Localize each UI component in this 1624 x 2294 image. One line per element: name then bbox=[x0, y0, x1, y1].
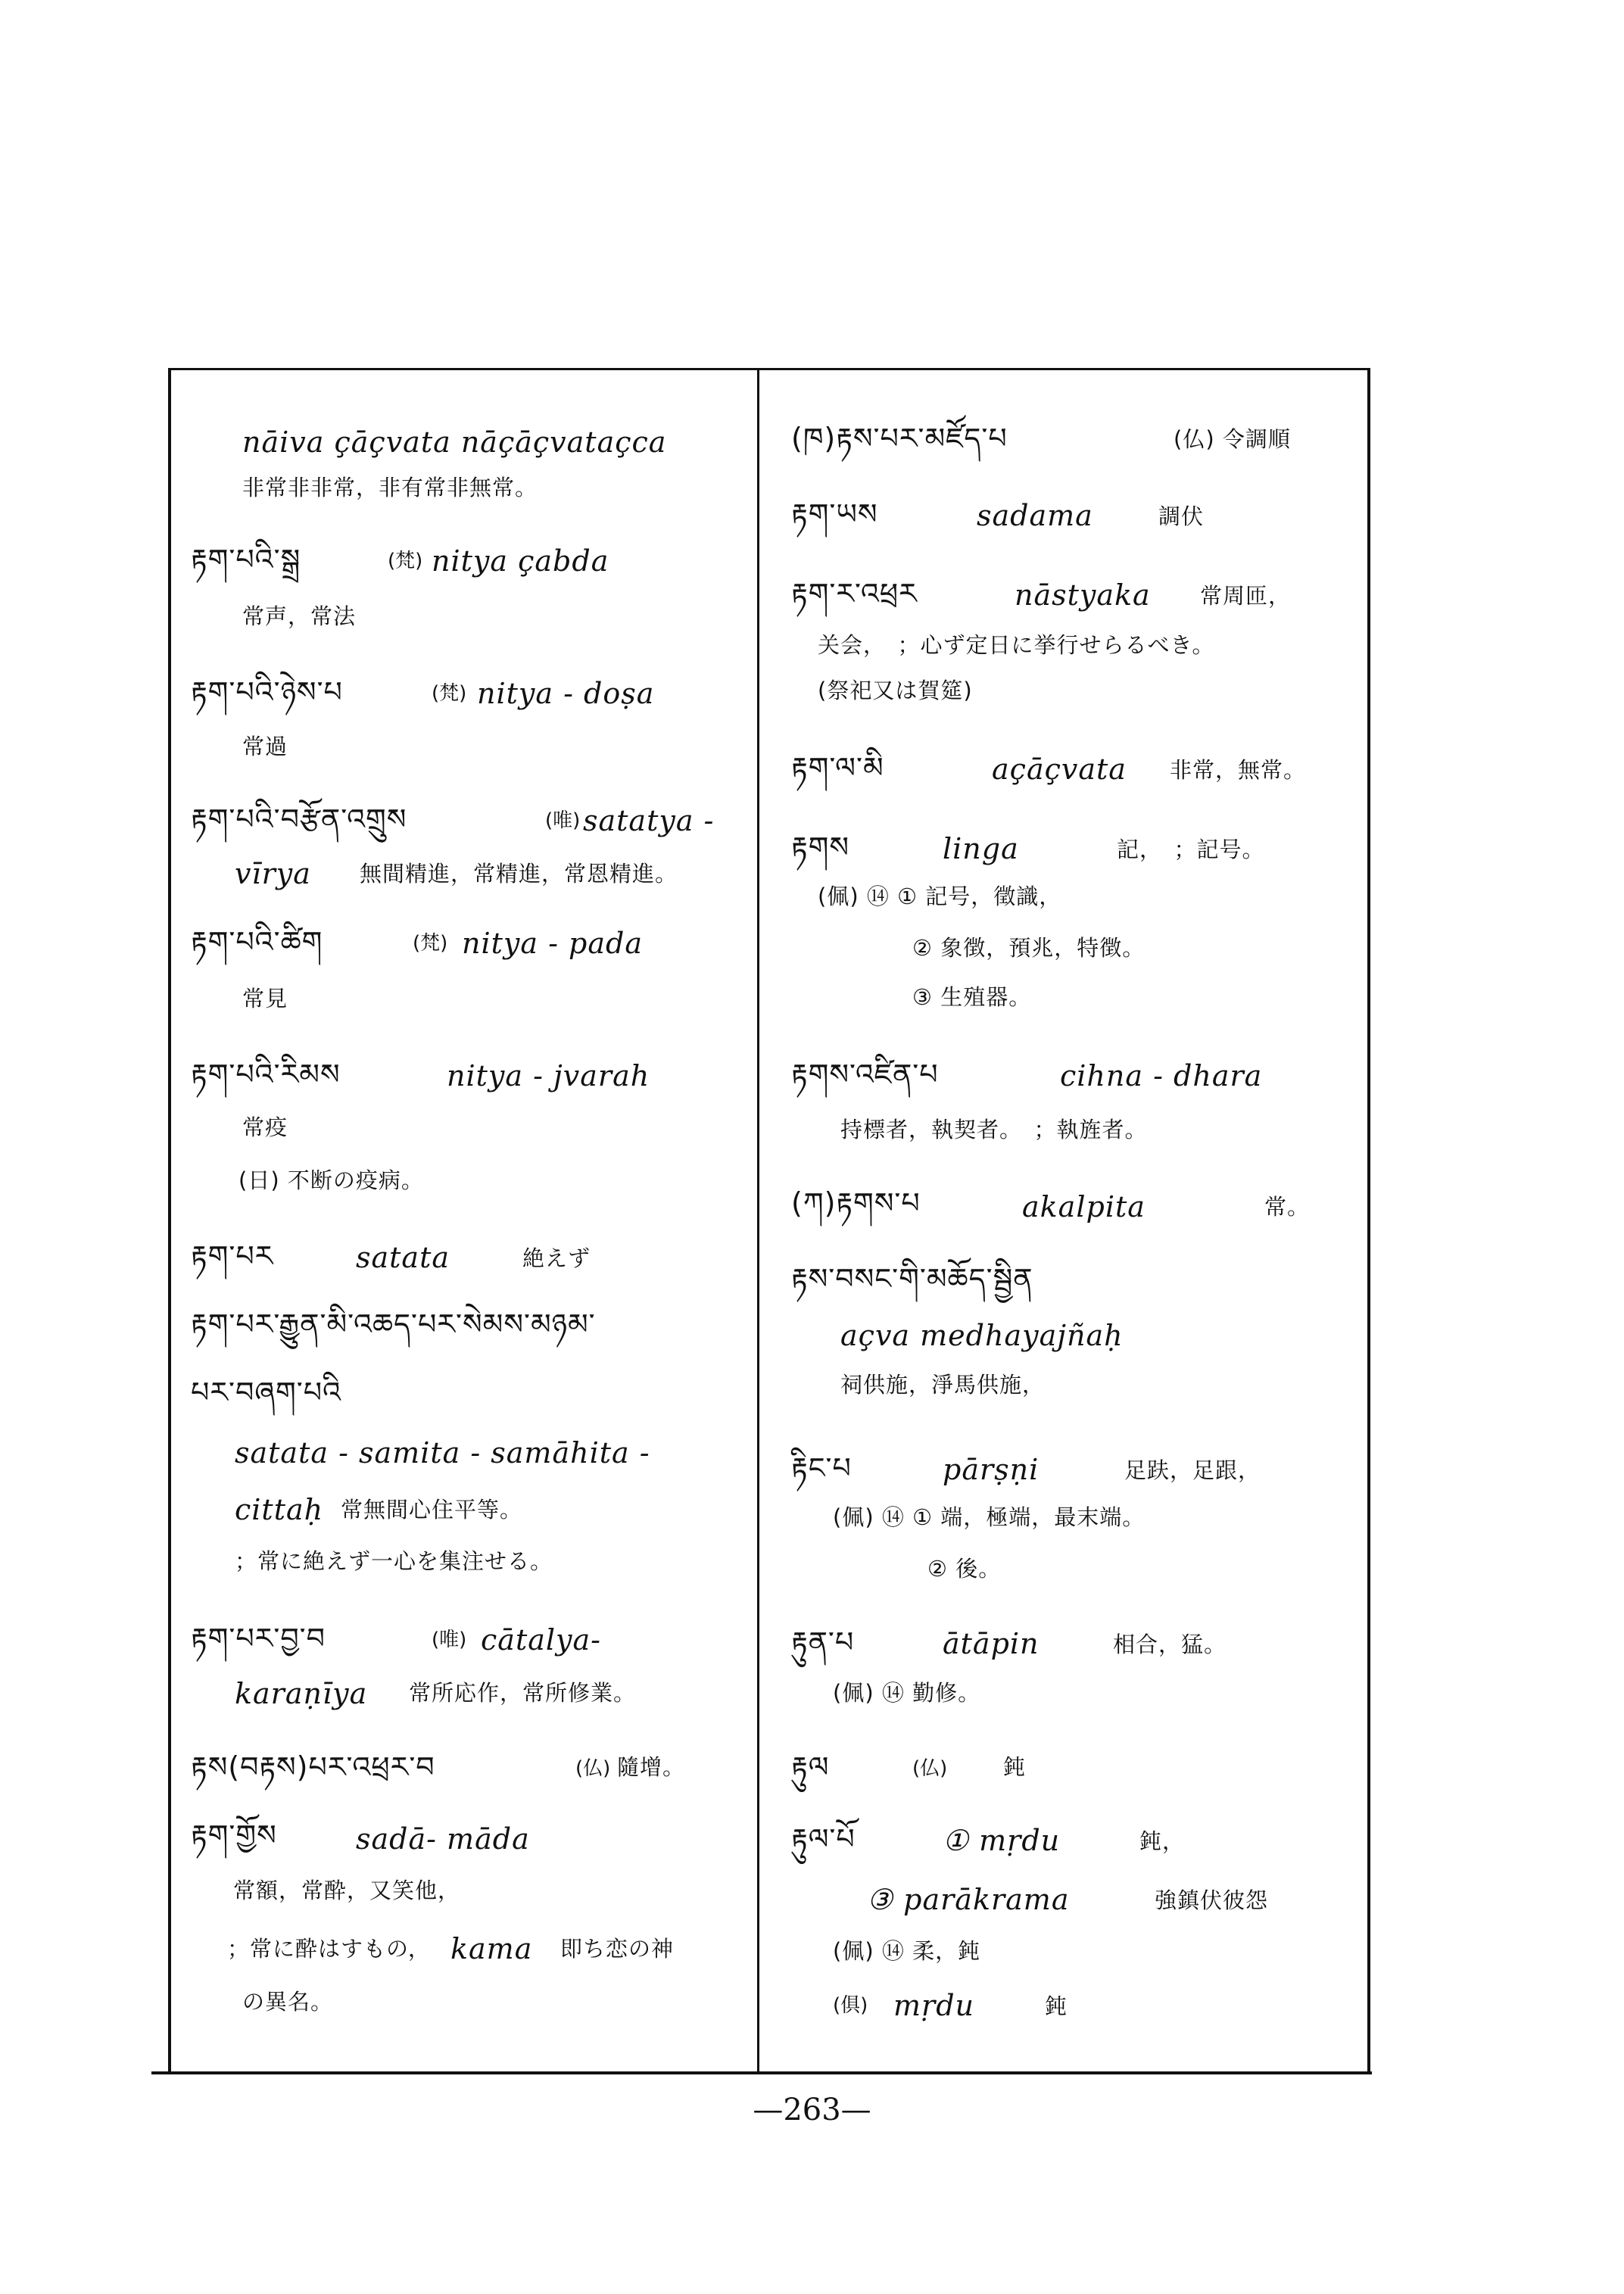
tibetan-headword: རྟིང་པ bbox=[791, 1451, 852, 1485]
sanskrit-term: cittaḥ bbox=[235, 1493, 324, 1526]
entry-line: 鈍， bbox=[1139, 1828, 1186, 1854]
sanskrit-term: nitya - pada bbox=[462, 927, 643, 960]
tibetan-headword: རྟག་ལ་མི bbox=[791, 751, 884, 784]
entry-line: 常。 bbox=[1264, 1194, 1311, 1220]
tibetan-headword: རྟག་པའི་རིམས bbox=[191, 1058, 341, 1091]
entry-line: 持標者，執契者。 ；執旌者。 bbox=[840, 1117, 1148, 1142]
entry-line: 常所応作，常所修業。 bbox=[409, 1680, 637, 1706]
sanskrit-term: nitya - doṣa bbox=[477, 677, 655, 710]
tibetan-headword: རྟག་གྱོས bbox=[191, 1819, 277, 1852]
tibetan-headword: པར་བཞག་པའི bbox=[191, 1376, 342, 1409]
entry-line: 相合，猛。 bbox=[1113, 1632, 1227, 1657]
sanskrit-term: sadama bbox=[977, 499, 1093, 532]
sanskrit-term: cātalya- bbox=[481, 1623, 601, 1657]
tibetan-headword: རྟུལ་པོ bbox=[791, 1822, 856, 1856]
entry-line: 常額，常酔，又笑他， bbox=[233, 1878, 461, 1903]
sanskrit-term: pārṣṇi bbox=[943, 1453, 1040, 1486]
sanskrit-term: satatya - bbox=[583, 804, 715, 837]
entry-line: 常見 bbox=[242, 986, 288, 1011]
sanskrit-term: kama bbox=[450, 1932, 533, 1965]
tibetan-headword: རྟག་པར་རྒྱུན་མི་འཆད་པར་སེམས་མཉམ་ bbox=[191, 1308, 596, 1341]
source-tag: (梵) bbox=[413, 932, 448, 955]
tibetan-headword: རྟུན་པ bbox=[791, 1625, 855, 1659]
entry-line: ；常に酔はすもの， bbox=[227, 1936, 431, 1962]
entry-line: 記， ；記号。 bbox=[1117, 837, 1265, 862]
sanskrit-term: karaṇīya bbox=[235, 1677, 368, 1710]
source-tag: (梵) bbox=[388, 550, 423, 572]
entry-line: (祭祀又は賀筵) bbox=[818, 678, 973, 703]
sanskrit-term: satata - samita - samāhita - bbox=[235, 1436, 650, 1470]
column-divider bbox=[757, 368, 759, 2071]
source-tag: (唯) bbox=[432, 1629, 467, 1651]
tibetan-headword: རྟག་ཡས bbox=[791, 497, 878, 531]
tibetan-headword: རྟག་པའི་ཉེས་པ bbox=[191, 675, 343, 709]
entry-line: nāiva çāçvata nāçāçvataçca bbox=[242, 425, 667, 459]
entry-line: (佩) ⑭ 柔，鈍 bbox=[833, 1938, 981, 1964]
sanskrit-term: açāçvata bbox=[992, 753, 1127, 786]
entry-line: 常無間心住平等。 bbox=[341, 1497, 523, 1523]
entry-line: 非常非非常，非有常非無常。 bbox=[242, 475, 538, 500]
tibetan-headword: རྟུལ bbox=[791, 1750, 830, 1784]
sanskrit-term: nitya - jvarah bbox=[447, 1059, 650, 1092]
sanskrit-term: nitya çabda bbox=[432, 544, 609, 578]
entry-line: 絶えず bbox=[522, 1245, 591, 1271]
entry-line: ② 後。 bbox=[927, 1556, 1002, 1582]
entry-line: 鈍 bbox=[1045, 1993, 1068, 2019]
entry-line: 常疫 bbox=[242, 1114, 288, 1140]
sanskrit-term: akalpita bbox=[1022, 1190, 1146, 1223]
tibetan-headword: རྟས(བརྟས)པར་འཕྲར་བ bbox=[191, 1750, 435, 1784]
sanskrit-term: ③ parākrama bbox=[867, 1883, 1070, 1916]
entry-line: 非常，無常。 bbox=[1170, 757, 1307, 783]
entry-line: 足趺，足跟， bbox=[1124, 1457, 1261, 1483]
entry-line: 即ち恋の神 bbox=[560, 1936, 675, 1962]
entry-line: 鈍 bbox=[1003, 1754, 1027, 1780]
sanskrit-term: açva medhayajñaḥ bbox=[840, 1319, 1124, 1352]
entry-line: 常周匝， bbox=[1200, 583, 1292, 609]
sanskrit-term: nāstyaka bbox=[1015, 578, 1151, 612]
source-tag: (俱) bbox=[833, 1994, 868, 2017]
source-tag: (仏) bbox=[912, 1757, 948, 1780]
entry-line: ② 象徴，預兆，特徴。 bbox=[912, 935, 1146, 961]
tibetan-headword: རྟག་པའི་ཚིག bbox=[191, 925, 323, 958]
entry-line: 調伏 bbox=[1158, 503, 1205, 529]
entry-line: (佩) ⑭ 勤修。 bbox=[833, 1680, 981, 1706]
source-tag: (梵) bbox=[432, 682, 467, 705]
entry-line: ③ 生殖器。 bbox=[912, 984, 1032, 1010]
source-tag: (唯) bbox=[545, 809, 581, 832]
sanskrit-term: mṛdu bbox=[893, 1989, 974, 2022]
entry-line: (仏) 令調順 bbox=[1174, 426, 1291, 452]
entry-line: 無間精進，常精進，常恩精進。 bbox=[360, 861, 678, 887]
tibetan-headword: (ཀ)རྟགས་པ bbox=[791, 1186, 921, 1220]
entry-line: (佩) ⑭ ① 端，極端，最末端。 bbox=[833, 1504, 1146, 1530]
tibetan-headword: རྟག་པའི་སྒྲ bbox=[191, 543, 301, 576]
entry-line: (佩) ⑭ ① 記号，徵識， bbox=[818, 884, 1062, 909]
entry-line: (日) 不断の疫病。 bbox=[238, 1167, 424, 1193]
page-number: —263— bbox=[753, 2093, 871, 2127]
sanskrit-term: linga bbox=[943, 832, 1019, 865]
tibetan-headword: རྟགས་འཛིན་པ bbox=[791, 1058, 939, 1091]
entry-line: 常過 bbox=[242, 734, 288, 759]
tibetan-headword: རྟག་པར་བྱ་བ bbox=[191, 1622, 326, 1655]
entry-line: 隨增。 bbox=[617, 1754, 686, 1780]
sanskrit-term: ① mṛdu bbox=[943, 1824, 1061, 1857]
tibetan-headword: (ཁ)རྟས་པར་མཛོད་པ bbox=[791, 422, 1008, 455]
entry-line: 常声，常法 bbox=[242, 603, 357, 629]
sanskrit-term: sadā- māda bbox=[356, 1822, 530, 1856]
sanskrit-term: vīrya bbox=[235, 857, 311, 890]
tibetan-headword: རྟས་བསང་གི་མཆོད་སྦྱིན bbox=[791, 1262, 1033, 1295]
tibetan-headword: རྟགས bbox=[791, 831, 849, 864]
entry-line: 关会， ；心ず定日に挙行せらるべき。 bbox=[818, 632, 1215, 658]
entry-line: 強鎮伏彼怨 bbox=[1155, 1887, 1269, 1913]
tibetan-headword: རྟག་ར་འཕྲར bbox=[791, 577, 918, 610]
sanskrit-term: cihna - dhara bbox=[1060, 1059, 1263, 1092]
entry-line: ；常に絶えず一心を集注せる。 bbox=[235, 1548, 553, 1574]
entry-line: の異名。 bbox=[242, 1989, 334, 2015]
tibetan-headword: རྟག་པར bbox=[191, 1239, 274, 1273]
source-tag: (仏) bbox=[575, 1757, 611, 1780]
tibetan-headword: རྟག་པའི་བརྩོན་འགྲུས bbox=[191, 803, 407, 836]
sanskrit-term: satata bbox=[356, 1241, 450, 1274]
frame-bottom-rule bbox=[151, 2071, 1372, 2074]
entry-line: 祠供施，淨馬供施， bbox=[840, 1372, 1046, 1398]
sanskrit-term: ātāpin bbox=[943, 1627, 1040, 1660]
